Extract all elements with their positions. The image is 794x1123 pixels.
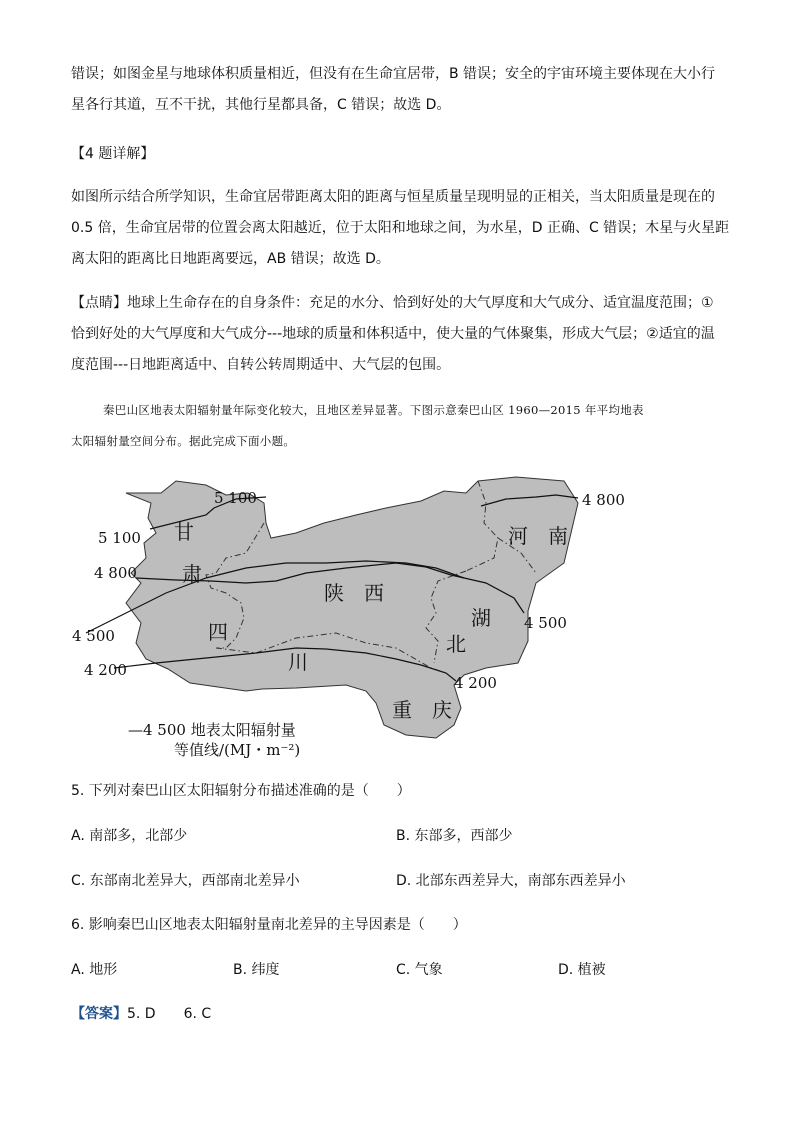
paragraph-line: 如图所示结合所学知识，生命宜居带距离太阳的距离与恒星质量呈现明显的正相关，当太阳质量是现在的 [71, 189, 715, 205]
question-4-header: 【4 题详解】 [71, 146, 155, 162]
question-5-option-a: A. 南部多，北部少 [71, 828, 188, 844]
question-6-stem: 6. 影响秦巴山区地表太阳辐射量南北差异的主导因素是（ ） [71, 917, 467, 933]
legend-line-1: —4 500 地表太阳辐射量 [128, 721, 296, 739]
isoline-label: 5 100 [98, 529, 141, 547]
province-label-gan: 甘 [174, 520, 194, 544]
isoline-label: 4 800 [582, 491, 625, 509]
question-5-option-d: D. 北部东西差异大，南部东西差异小 [396, 873, 626, 889]
question-5-option-b: B. 东部多，西部少 [396, 828, 513, 844]
province-label-shaanxi: 陕 西 [324, 581, 384, 605]
question-intro-line: 秦巴山区地表太阳辐射量年际变化较大，且地区差异显著。下图示意秦巴山区 1960—2015 年平均地表 [103, 403, 644, 417]
question-intro-line: 太阳辐射量空间分布。据此完成下面小题。 [71, 434, 296, 448]
isoline-label: 5 100 [214, 489, 257, 507]
isoline-label: 4 200 [84, 661, 127, 679]
paragraph-line: 度范围---日地距离适中、自转公转周期适中、大气层的包围。 [71, 357, 451, 373]
paragraph-line: 0.5 倍，生命宜居带的位置会离太阳越近，位于太阳和地球之间，为水星，D 正确、C 错误；木星与火星距 [71, 220, 730, 236]
isoline-label: 4 800 [94, 564, 137, 582]
question-6-option-d: D. 植被 [558, 962, 606, 978]
key-point-text: 地球上生命存在的自身条件：充足的水分、恰到好处的大气厚度和大气成分、适宜温度范围；① [127, 295, 714, 311]
question-5-option-c: C. 东部南北差异大，西部南北差异小 [71, 873, 300, 889]
key-point-line [71, 293, 714, 313]
solar-radiation-map [66, 463, 626, 763]
question-5-stem: 5. 下列对秦巴山区太阳辐射分布描述准确的是（ ） [71, 783, 411, 799]
legend-line-2: 等值线/(MJ・m⁻²) [174, 741, 301, 759]
province-label-henan: 河 南 [508, 524, 568, 548]
province-label-chongqing: 重 庆 [392, 698, 452, 722]
paragraph-line: 错误；如图金星与地球体积质量相近，但没有在生命宜居带，B 错误；安全的宇宙环境主要体现在大小行 [71, 66, 716, 82]
isoline-label: 4 200 [454, 674, 497, 692]
answer-tag: 【答案】 [71, 1006, 127, 1022]
province-label-su: 肃 [182, 562, 202, 586]
key-point-tag: 【点睛】 [71, 295, 127, 311]
isoline-label: 4 500 [524, 614, 567, 632]
question-6-option-b: B. 纬度 [233, 962, 280, 978]
paragraph-line: 恰到好处的大气厚度和大气成分---地球的质量和体积适中，使大量的气体聚集，形成大气层；②适宜的温 [71, 326, 715, 342]
isoline-label: 4 500 [72, 627, 115, 645]
question-6-option-c: C. 气象 [396, 962, 443, 978]
paragraph-line: 离太阳的距离比日地距离要远，AB 错误；故选 D。 [71, 251, 390, 267]
qinba-region-shape [126, 477, 578, 738]
question-6-option-a: A. 地形 [71, 962, 118, 978]
province-label-hu: 湖 [471, 606, 491, 630]
answer-text: 5. D 6. C [127, 1006, 212, 1022]
answer-line [71, 1004, 211, 1024]
province-label-bei: 北 [446, 632, 466, 656]
province-label-chuan: 川 [288, 650, 308, 674]
province-label-si: 四 [208, 620, 228, 644]
paragraph-line: 星各行其道，互不干扰，其他行星都具备，C 错误；故选 D。 [71, 97, 451, 113]
